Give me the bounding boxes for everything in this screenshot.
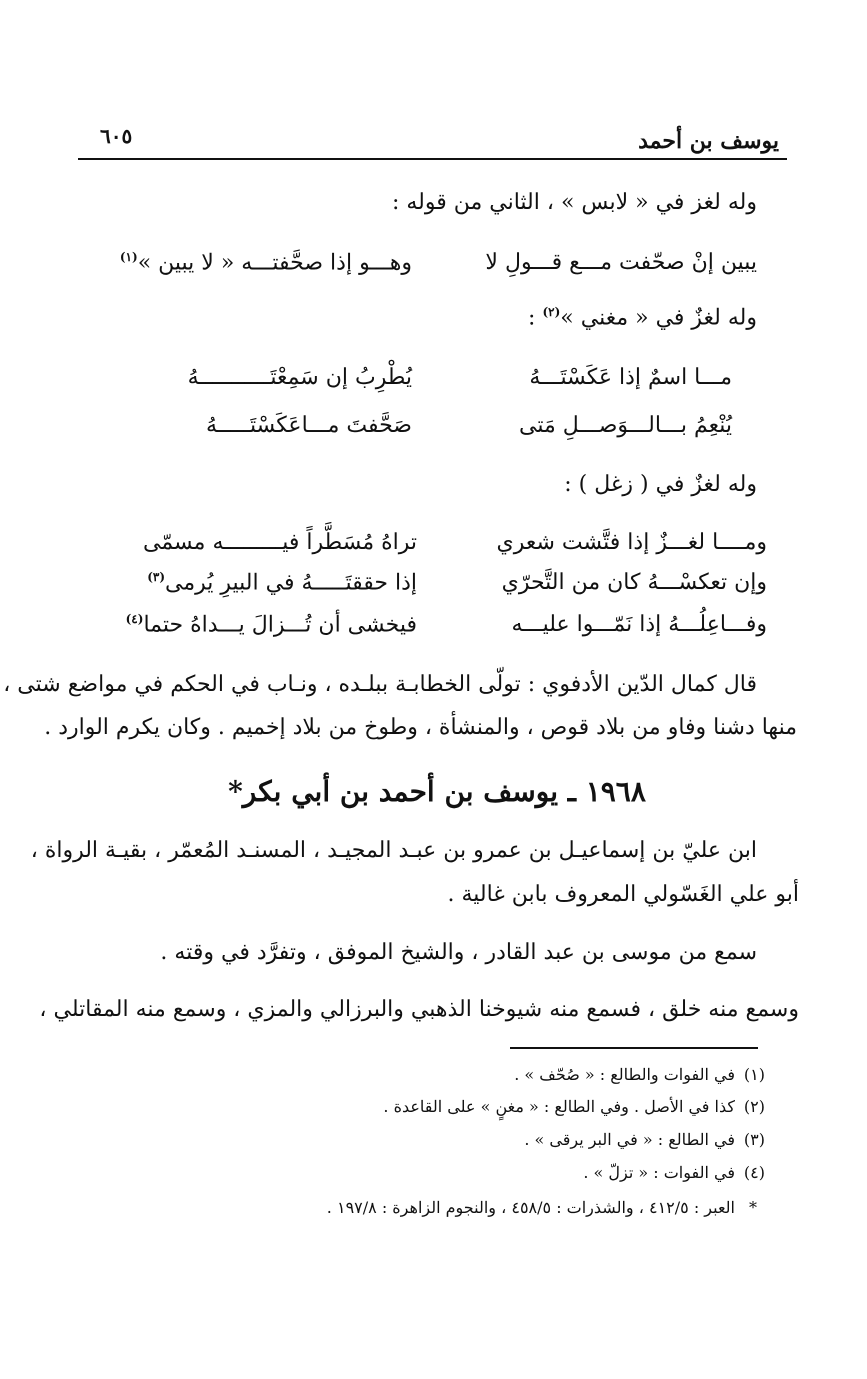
verse3-line1-second: تراهُ مُسَطَّراً فيـــــــــه مسمّى: [142, 530, 417, 555]
page-number: ٦٠٥: [100, 124, 133, 148]
footnote-star-text: العبر : ٤١٢/٥ ، والشذرات : ٤٥٨/٥ ، والنجوم الزاهرة : ١٩٧/٨ .: [326, 1198, 735, 1217]
para3: سمع من موسى بن عبد القادر ، والشيخ الموفق ، وتفرَّد في وقته .: [160, 940, 757, 965]
verse3-line2-second: [147, 570, 417, 595]
running-header-title: يوسف بن أحمد: [638, 128, 779, 154]
footnote-4-number: (٤): [743, 1163, 765, 1182]
footnote-2-number: (٢): [743, 1097, 765, 1116]
footnote-ref-4: (٤): [125, 612, 144, 626]
footnote-3-text: في الطالع : « في البر يرقى » .: [524, 1130, 735, 1149]
verse3-line3-second-text: فيخشى أن تُـــزالَ يـــداهُ حتما: [143, 612, 417, 638]
verse2-line2-second: صَحَّفتَ مـــاعَكَسْتَـــــهُ: [206, 413, 412, 438]
para1-line1: قال كمال الدّين الأدفوي : تولّى الخطابـة ببلـده ، ونـاب في الحكم في مواضع شتى ،: [3, 672, 757, 697]
footnote-2-text: كذا في الأصل . وفي الطالع : « مغنٍ » على القاعدة .: [383, 1097, 735, 1116]
intro2-text: وله لغزٌ في « مغني »: [560, 305, 757, 331]
verse2-line1-first: مـــا اسمٌ إذا عَكَسْتَـــهُ: [529, 365, 732, 390]
verse3-line3-second: [126, 612, 417, 637]
entry-heading: ١٩٦٨ ـ يوسف بن أحمد بن أبي بكر*: [228, 775, 646, 808]
para2-line2: أبو علي الغَسّولي المعروف بابن غالية .: [447, 882, 799, 907]
intro-line-3: وله لغزٌ في ( زغل ) :: [564, 472, 757, 497]
para2-line1: ابن عليّ بن إسماعيـل بن عمرو بن عبـد المجيـد ، المسنـد المُعمّر ، بقيـة الرواة ،: [30, 838, 757, 863]
footnote-4-text: في الفوات : « تزلّ » .: [583, 1163, 735, 1182]
footnote-1-text: في الفوات والطالع : « صُحّف » .: [514, 1065, 735, 1084]
verse1-first-hemistich: يبين إنْ صحّفت مـــع قـــولِ لا: [485, 250, 757, 275]
intro2-colon: :: [528, 305, 536, 331]
verse3-line1-first: ومــــا لغـــزٌ إذا فتَّشت شعري: [496, 530, 767, 555]
footnote-1-number: (١): [743, 1065, 765, 1084]
verse3-line2-first: وإن تعكسْـــهُ كان من التَّحرّي: [501, 570, 767, 595]
verse1-second-hemistich: [120, 250, 412, 275]
verse3-line2-second-text: إذا حققتَـــــهُ في البيرِ يُرمى: [165, 570, 417, 596]
verse3-line3-first: وفـــاعِلُـــهُ إذا نَمّـــوا عليـــه: [511, 612, 767, 637]
para4: وسمع منه خلق ، فسمع منه شيوخنا الذهبي والبرزالي والمزي ، وسمع منه المقاتلي ،: [39, 997, 799, 1022]
footnote-ref-2: (٢): [542, 305, 561, 319]
footnote-star-marker: *: [749, 1198, 757, 1217]
verse2-line1-second: يُطْرِبُ إن سَمِعْتَـــــــــــهُ: [187, 365, 412, 390]
footnote-3-number: (٣): [743, 1130, 765, 1149]
verse2-line2-first: يُنْعِمُ بـــالـــوَصـــلِ مَتى: [518, 413, 732, 438]
intro-line-2: [528, 305, 757, 330]
footnote-rule: [510, 1047, 758, 1049]
para1-line2: منها دشنا وفاو من بلاد قوص ، والمنشأة ، وطوخ من بلاد إخميم . وكان يكرم الوارد .: [44, 715, 797, 740]
footnote-ref-1: (١): [119, 250, 138, 264]
footnote-ref-3: (٣): [147, 570, 166, 584]
intro-line-1: وله لغز في « لابس » ، الثاني من قوله :: [391, 190, 757, 215]
verse1-second-text: وهـــو إذا صحَّفتـــه « لا يبين »: [137, 250, 412, 276]
header-rule: [78, 158, 787, 160]
